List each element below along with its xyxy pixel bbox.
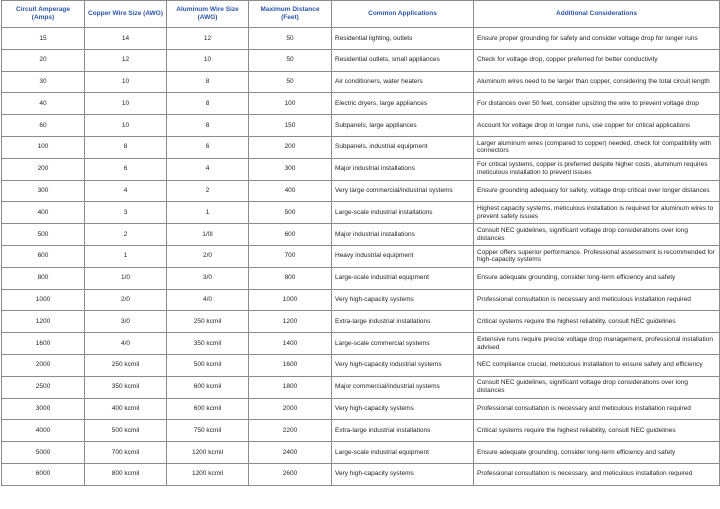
considerations-cell: Ensure grounding adequacy for safety, voltage drop critical over longer distances [474, 180, 720, 202]
considerations-cell: Professional consultation is necessary, and meticulous installation required [474, 463, 720, 485]
table-row [2, 71, 720, 93]
table-row [2, 442, 720, 464]
table-row [2, 180, 720, 202]
aluminum-size-cell: 4 [167, 158, 249, 180]
aluminum-size-cell: 2/0 [167, 245, 249, 267]
copper-size-cell: 4 [85, 180, 167, 202]
copper-size-cell: 500 kcmil [85, 420, 167, 442]
header-copper-wire-size: Copper Wire Size (AWG) [85, 1, 167, 28]
amperage-cell: 30 [2, 71, 85, 93]
aluminum-size-cell: 500 kcmil [167, 354, 249, 376]
distance-cell: 1400 [249, 333, 332, 355]
distance-cell: 600 [249, 224, 332, 246]
amperage-cell: 600 [2, 245, 85, 267]
considerations-cell: Larger aluminum wires (compared to copper) needed, check for compatibility with connectors [474, 136, 720, 158]
distance-cell: 2000 [249, 398, 332, 420]
applications-cell: Extra-large industrial installations [332, 420, 474, 442]
aluminum-size-cell: 8 [167, 115, 249, 137]
table-row [2, 333, 720, 355]
amperage-cell: 200 [2, 158, 85, 180]
distance-cell: 1000 [249, 289, 332, 311]
amperage-cell: 5000 [2, 442, 85, 464]
amperage-cell: 1200 [2, 311, 85, 333]
applications-cell: Very high-capacity systems [332, 398, 474, 420]
table-body [2, 28, 720, 486]
amperage-cell: 4000 [2, 420, 85, 442]
copper-size-cell: 250 kcmil [85, 354, 167, 376]
amperage-cell: 100 [2, 136, 85, 158]
copper-size-cell: 3/0 [85, 311, 167, 333]
distance-cell: 800 [249, 267, 332, 289]
distance-cell: 100 [249, 93, 332, 115]
considerations-cell: Account for voltage drop in longer runs, use copper for critical applications [474, 115, 720, 137]
aluminum-size-cell: 8 [167, 71, 249, 93]
table-header [2, 1, 720, 28]
copper-size-cell: 1 [85, 245, 167, 267]
amperage-cell: 6000 [2, 463, 85, 485]
aluminum-size-cell: 1200 kcmil [167, 442, 249, 464]
copper-size-cell: 14 [85, 28, 167, 50]
aluminum-size-cell: 350 kcmil [167, 333, 249, 355]
copper-size-cell: 2 [85, 224, 167, 246]
aluminum-size-cell: 600 kcmil [167, 376, 249, 398]
considerations-cell: Highest capacity systems, meticulous installation is required for aluminum wires to prevent safety issues [474, 202, 720, 224]
applications-cell: Large-scale commercial systems [332, 333, 474, 355]
copper-size-cell: 800 kcmil [85, 463, 167, 485]
amperage-cell: 15 [2, 28, 85, 50]
applications-cell: Air conditioners, water heaters [332, 71, 474, 93]
distance-cell: 150 [249, 115, 332, 137]
considerations-cell: Consult NEC guidelines, significant voltage drop considerations over long distances [474, 224, 720, 246]
table-row [2, 245, 720, 267]
header-row [2, 1, 720, 28]
table-row [2, 267, 720, 289]
aluminum-size-cell: 1/0l [167, 224, 249, 246]
table-row [2, 28, 720, 50]
copper-size-cell: 700 kcmil [85, 442, 167, 464]
applications-cell: Electric dryers, large appliances [332, 93, 474, 115]
amperage-cell: 20 [2, 49, 85, 71]
distance-cell: 1600 [249, 354, 332, 376]
copper-size-cell: 12 [85, 49, 167, 71]
copper-size-cell: 10 [85, 93, 167, 115]
aluminum-size-cell: 2 [167, 180, 249, 202]
considerations-cell: For critical systems, copper is preferred despite higher costs, aluminum requires meticulous installation to prevent issues [474, 158, 720, 180]
aluminum-size-cell: 3/0 [167, 267, 249, 289]
amperage-cell: 1600 [2, 333, 85, 355]
table-row [2, 354, 720, 376]
aluminum-size-cell: 600 kcmil [167, 398, 249, 420]
table-row [2, 463, 720, 485]
distance-cell: 2600 [249, 463, 332, 485]
applications-cell: Very large commercial/industrial systems [332, 180, 474, 202]
table-row [2, 49, 720, 71]
distance-cell: 400 [249, 180, 332, 202]
table-row [2, 136, 720, 158]
applications-cell: Subpanels, large appliances [332, 115, 474, 137]
header-circuit-amperage: Circuit Amperage (Amps) [2, 1, 85, 28]
amperage-cell: 1000 [2, 289, 85, 311]
distance-cell: 200 [249, 136, 332, 158]
considerations-cell: Extensive runs require precise voltage drop management, professional installation advised [474, 333, 720, 355]
distance-cell: 50 [249, 49, 332, 71]
copper-size-cell: 6 [85, 158, 167, 180]
considerations-cell: Ensure adequate grounding, consider long-term efficiency and safety [474, 267, 720, 289]
applications-cell: Large-scale industrial equipment [332, 267, 474, 289]
considerations-cell: Check for voltage drop, copper preferred for better conductivity [474, 49, 720, 71]
header-aluminum-wire-size: Aluminum Wire Size (AWG) [167, 1, 249, 28]
applications-cell: Very high-capacity systems [332, 463, 474, 485]
applications-cell: Major commercial/industrial systems [332, 376, 474, 398]
distance-cell: 700 [249, 245, 332, 267]
header-additional-considerations: Additional Considerations [474, 1, 720, 28]
table-row [2, 376, 720, 398]
considerations-cell: Copper offers superior performance. Professional assessment is recommended for high-capacity systems [474, 245, 720, 267]
copper-size-cell: 4/0 [85, 333, 167, 355]
distance-cell: 300 [249, 158, 332, 180]
applications-cell: Major industrial installations [332, 224, 474, 246]
amperage-cell: 40 [2, 93, 85, 115]
aluminum-size-cell: 6 [167, 136, 249, 158]
amperage-cell: 2500 [2, 376, 85, 398]
header-common-applications: Common Applications [332, 1, 474, 28]
considerations-cell: Aluminum wires need to be larger than copper, considering the total circuit length [474, 71, 720, 93]
amperage-cell: 60 [2, 115, 85, 137]
copper-size-cell: 350 kcmil [85, 376, 167, 398]
applications-cell: Subpanels, industrial equipment [332, 136, 474, 158]
table-row [2, 115, 720, 137]
copper-size-cell: 10 [85, 71, 167, 93]
copper-size-cell: 8 [85, 136, 167, 158]
table-row [2, 311, 720, 333]
applications-cell: Extra-large industrial installations [332, 311, 474, 333]
aluminum-size-cell: 12 [167, 28, 249, 50]
aluminum-size-cell: 8 [167, 93, 249, 115]
aluminum-size-cell: 250 kcmil [167, 311, 249, 333]
considerations-cell: Professional consultation is necessary and meticulous installation required [474, 398, 720, 420]
aluminum-size-cell: 10 [167, 49, 249, 71]
table-row [2, 93, 720, 115]
considerations-cell: For distances over 50 feet, consider upsizing the wire to prevent voltage drop [474, 93, 720, 115]
applications-cell: Large-scale industrial equipment [332, 442, 474, 464]
table-row [2, 420, 720, 442]
distance-cell: 1800 [249, 376, 332, 398]
distance-cell: 50 [249, 28, 332, 50]
table-row [2, 398, 720, 420]
distance-cell: 2200 [249, 420, 332, 442]
distance-cell: 1200 [249, 311, 332, 333]
amperage-cell: 800 [2, 267, 85, 289]
wire-size-table [1, 0, 720, 486]
considerations-cell: Consult NEC guidelines, significant voltage drop considerations over long distances [474, 376, 720, 398]
header-maximum-distance: Maximum Distance (Feet) [249, 1, 332, 28]
considerations-cell: Professional consultation is necessary and meticulous installation required [474, 289, 720, 311]
table-row [2, 158, 720, 180]
considerations-cell: Ensure adequate grounding, consider long-term efficiency and safety [474, 442, 720, 464]
copper-size-cell: 10 [85, 115, 167, 137]
aluminum-size-cell: 1 [167, 202, 249, 224]
distance-cell: 500 [249, 202, 332, 224]
distance-cell: 50 [249, 71, 332, 93]
amperage-cell: 300 [2, 180, 85, 202]
copper-size-cell: 2/0 [85, 289, 167, 311]
applications-cell: Major industrial installations [332, 158, 474, 180]
amperage-cell: 500 [2, 224, 85, 246]
amperage-cell: 2000 [2, 354, 85, 376]
applications-cell: Heavy industrial equipment [332, 245, 474, 267]
applications-cell: Very high-capacity systems [332, 289, 474, 311]
aluminum-size-cell: 1200 kcmil [167, 463, 249, 485]
applications-cell: Residential outlets, small appliances [332, 49, 474, 71]
copper-size-cell: 3 [85, 202, 167, 224]
applications-cell: Residential lighting, outlets [332, 28, 474, 50]
applications-cell: Very high-capacity industrial systems [332, 354, 474, 376]
table-row [2, 224, 720, 246]
aluminum-size-cell: 750 kcmil [167, 420, 249, 442]
considerations-cell: NEC compliance crucial, meticulous installation to ensure safety and efficiency [474, 354, 720, 376]
copper-size-cell: 400 kcmil [85, 398, 167, 420]
aluminum-size-cell: 4/0 [167, 289, 249, 311]
considerations-cell: Ensure proper grounding for safety and consider voltage drop for longer runs [474, 28, 720, 50]
amperage-cell: 3000 [2, 398, 85, 420]
amperage-cell: 400 [2, 202, 85, 224]
distance-cell: 2400 [249, 442, 332, 464]
copper-size-cell: 1/0 [85, 267, 167, 289]
table-row [2, 202, 720, 224]
table-row [2, 289, 720, 311]
considerations-cell: Critical systems require the highest reliability, consult NEC guidelines [474, 311, 720, 333]
applications-cell: Large-scale industrial installations [332, 202, 474, 224]
considerations-cell: Critical systems require the highest reliability, consult NEC guidelines [474, 420, 720, 442]
